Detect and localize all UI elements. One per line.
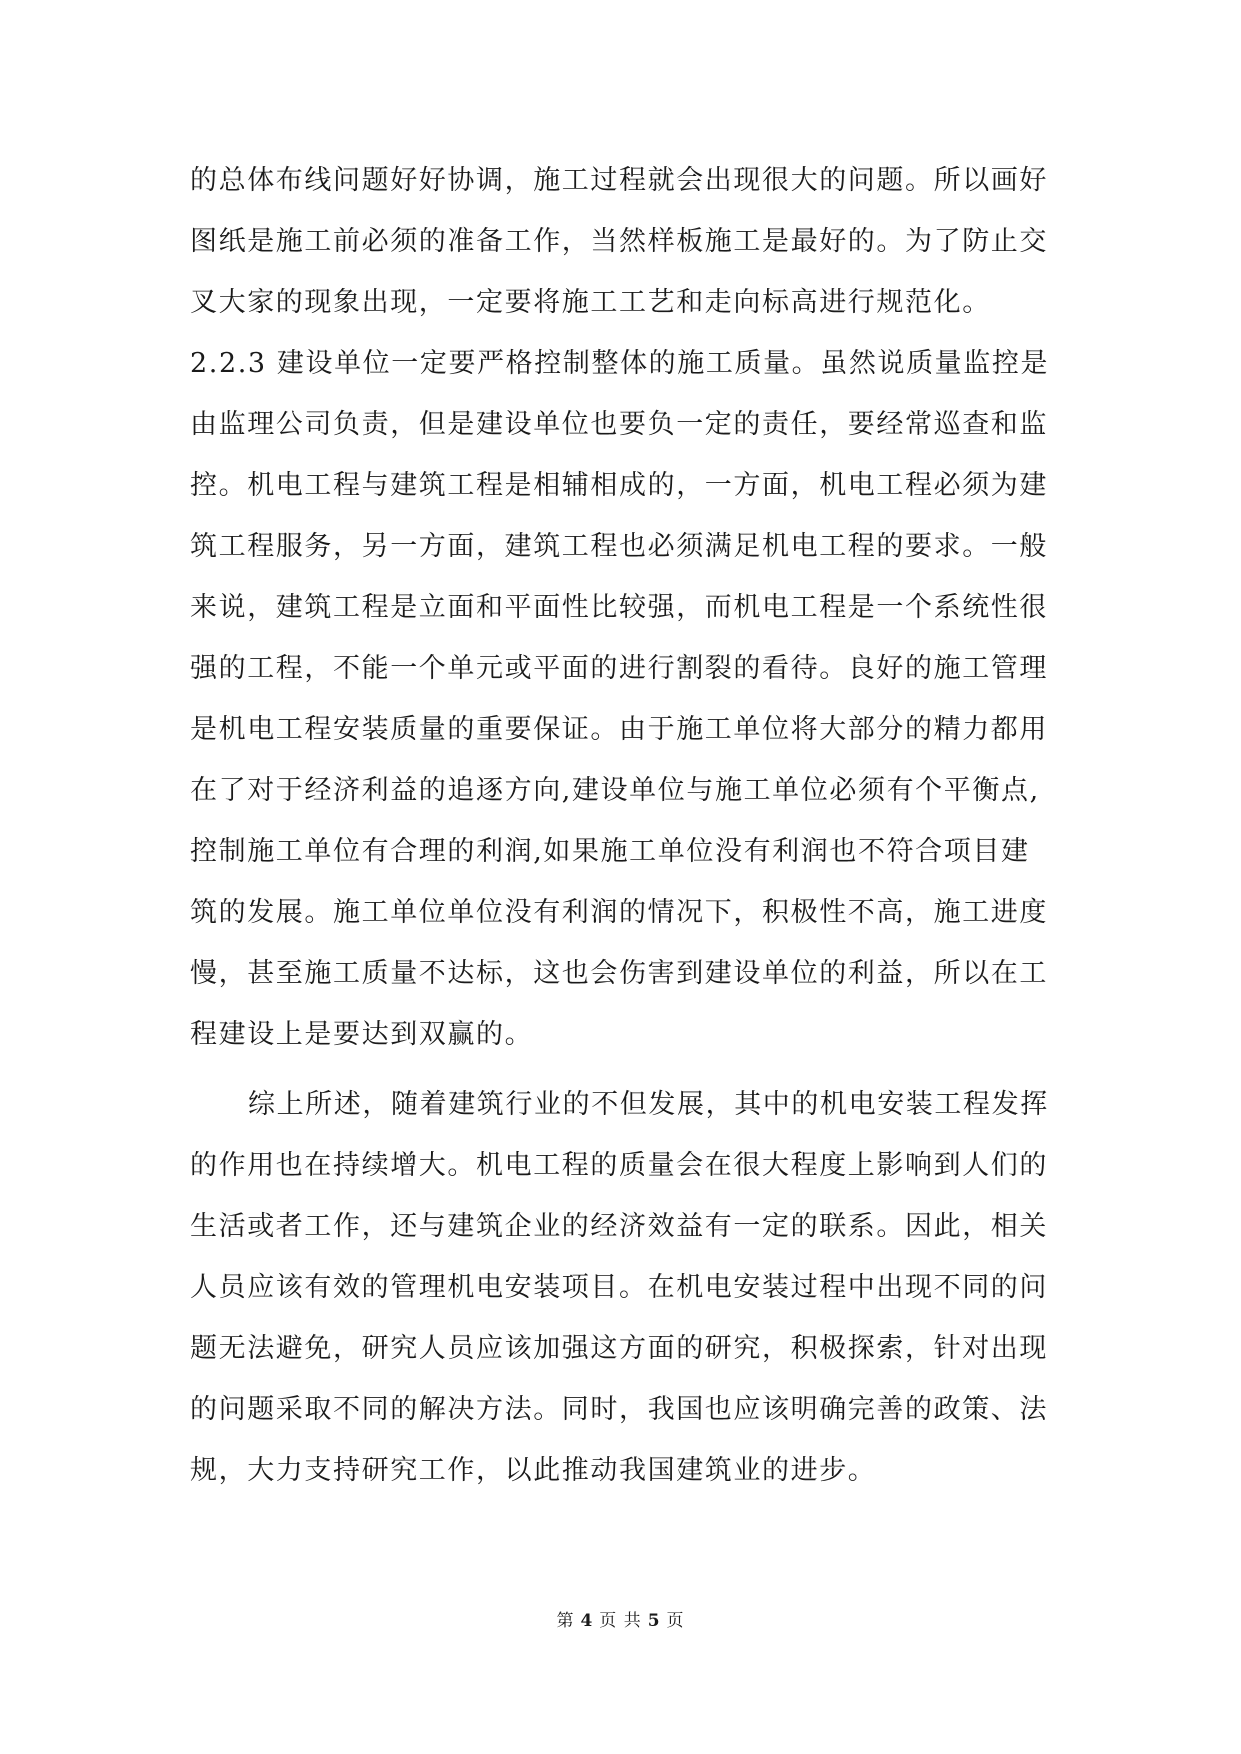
- text-line: 在了对于经济利益的追逐方向,建设单位与施工单位必须有个平衡点,: [190, 775, 1040, 806]
- text-line: 是机电工程安装质量的重要保证。由于施工单位将大部分的精力都用: [190, 714, 1048, 745]
- footer-prefix: 第: [556, 1611, 575, 1631]
- text-line: 慢，甚至施工质量不达标，这也会伤害到建设单位的利益，所以在工: [190, 958, 1048, 989]
- text-line: 来说，建筑工程是立面和平面性比较强，而机电工程是一个系统性很: [190, 592, 1048, 623]
- text-line: 筑工程服务，另一方面，建筑工程也必须满足机电工程的要求。一般: [190, 531, 1048, 562]
- text-line: 生活或者工作，还与建筑企业的经济效益有一定的联系。因此，相关: [190, 1211, 1048, 1242]
- footer-suffix: 页: [666, 1611, 685, 1631]
- text-line: 的总体布线问题好好协调，施工过程就会出现很大的问题。所以画好: [190, 165, 1048, 196]
- text-line: 的问题采取不同的解决方法。同时，我国也应该明确完善的政策、法: [190, 1394, 1048, 1425]
- text-line: 控制施工单位有合理的利润,如果施工单位没有利润也不符合项目建: [190, 836, 1030, 867]
- text-line: 图纸是施工前必须的准备工作，当然样板施工是最好的。为了防止交: [190, 226, 1048, 257]
- text-line: 程建设上是要达到双赢的。: [190, 1019, 534, 1050]
- text-line: 筑的发展。施工单位单位没有利润的情况下，积极性不高，施工进度: [190, 897, 1048, 928]
- total-pages: 5: [647, 1611, 661, 1631]
- page-number: 4: [580, 1611, 594, 1631]
- text-line: 规，大力支持研究工作，以此推动我国建筑业的进步。: [190, 1455, 877, 1486]
- text-line: 人员应该有效的管理机电安装项目。在机电安装过程中出现不同的问: [190, 1272, 1048, 1303]
- section-heading-line: 2.2.3 建设单位一定要严格控制整体的施工质量。虽然说质量监控是: [190, 348, 1050, 379]
- footer-mid: 页 共: [599, 1611, 642, 1631]
- page-footer: [0, 1606, 1241, 1631]
- text-line: 叉大家的现象出现，一定要将施工工艺和走向标高进行规范化。: [190, 287, 991, 318]
- text-line: 控。机电工程与建筑工程是相辅相成的，一方面，机电工程必须为建: [190, 470, 1048, 501]
- text-line: 由监理公司负责，但是建设单位也要负一定的责任，要经常巡查和监: [190, 409, 1048, 440]
- text-line: 强的工程，不能一个单元或平面的进行割裂的看待。良好的施工管理: [190, 653, 1048, 684]
- text-line: 的作用也在持续增大。机电工程的质量会在很大程度上影响到人们的: [190, 1150, 1048, 1181]
- conclusion-paragraph-start: 综上所述，随着建筑行业的不但发展，其中的机电安装工程发挥: [248, 1089, 1049, 1120]
- text-line: 题无法避免，研究人员应该加强这方面的研究，积极探索，针对出现: [190, 1333, 1048, 1364]
- body-text: [190, 150, 1052, 1501]
